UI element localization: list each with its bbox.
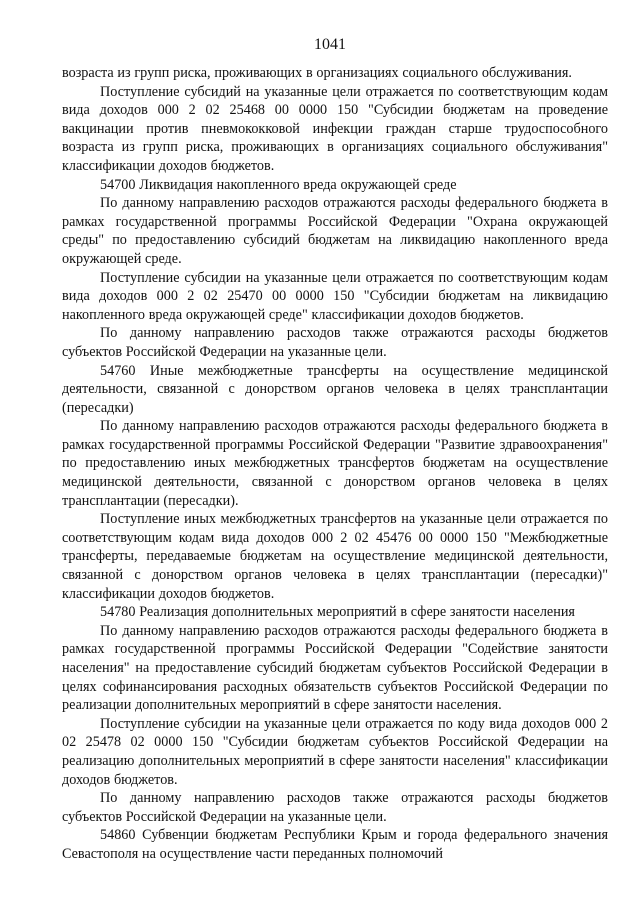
paragraph: По данному направлению расходов также отражаются расходы бюджетов субъектов Российской Федерации на указанные цели. bbox=[62, 325, 608, 360]
section-heading-54860: 54860 Субвенции бюджетам Республики Крым и города федерального значения Севастополя на осуществление части переданных полномочий bbox=[62, 827, 608, 862]
section-heading-54760: 54760 Иные межбюджетные трансферты на осуществление медицинской деятельности, связанной с донорством органов человека в целях трансплантации (пересадки) bbox=[62, 362, 608, 416]
paragraph: По данному направлению расходов отражаются расходы федерального бюджета в рамках государственной программы Российской Федерации "Развитие здравоохранения" по предоставлению иных межбюджетных трансфертов бюджетам на осуществление медицинской деятельности, связанной с донорством органов человека в целях трансплантации (пересадки). bbox=[62, 418, 608, 509]
document-body bbox=[62, 64, 608, 864]
paragraph: Поступление субсидии на указанные цели отражается по коду вида доходов 000 2 02 25478 02 0000 150 "Субсидии бюджетам субъектов Российской Федерации на реализацию дополнительных мероприятий в сфере занятости населения" классификации доходов бюджетов. bbox=[62, 715, 608, 788]
paragraph-continuation: возраста из групп риска, проживающих в организациях социального обслуживания. bbox=[62, 65, 572, 81]
paragraph: Поступление субсидии на указанные цели отражается по соответствующим кодам вида доходов 000 2 02 25470 00 0000 150 "Субсидии бюджетам на ликвидацию накопленного вреда окружающей среде" классификации доходов бюджетов. bbox=[62, 269, 608, 323]
paragraph: По данному направлению расходов также отражаются расходы бюджетов субъектов Российской Федерации на указанные цели. bbox=[62, 790, 608, 825]
page-number: 1041 bbox=[314, 36, 346, 53]
paragraph: По данному направлению расходов отражаются расходы федерального бюджета в рамках государственной программы Российской Федерации "Содействие занятости населения" на предоставление субсидий бюджетам субъектов Российской Федерации в целях софинансирования расходных обязательств субъектов Российской Федерации по реализации дополнительных мероприятий в сфере занятости населения. bbox=[62, 622, 608, 714]
paragraph: По данному направлению расходов отражаются расходы федерального бюджета в рамках государственной программы Российской Федерации "Охрана окружающей среды" по предоставлению субсидий бюджетам на ликвидацию накопленного вреда окружающей среде. bbox=[62, 195, 608, 267]
paragraph: Поступление субсидий на указанные цели отражается по соответствующим кодам вида доходов 000 2 02 25468 00 0000 150 "Субсидии бюджетам на проведение вакцинации против пневмококковой инфекции граждан старше трудоспособного возраста из групп риска, проживающих в организациях социального обслуживания" классификации доходов бюджетов. bbox=[62, 83, 608, 174]
section-heading-54700: 54700 Ликвидация накопленного вреда окружающей среде bbox=[100, 176, 457, 193]
paragraph: Поступление иных межбюджетных трансфертов на указанные цели отражается по соответствующим кодам вида доходов 000 2 02 45476 00 0000 150 "Межбюджетные трансферты, передаваемые бюджетам на осуществление медицинской деятельности, связанной с донорством органов человека в целях трансплантации (пересадки)" классификации доходов бюджетов. bbox=[62, 511, 608, 602]
section-heading-54780: 54780 Реализация дополнительных мероприятий в сфере занятости населения bbox=[100, 604, 575, 621]
